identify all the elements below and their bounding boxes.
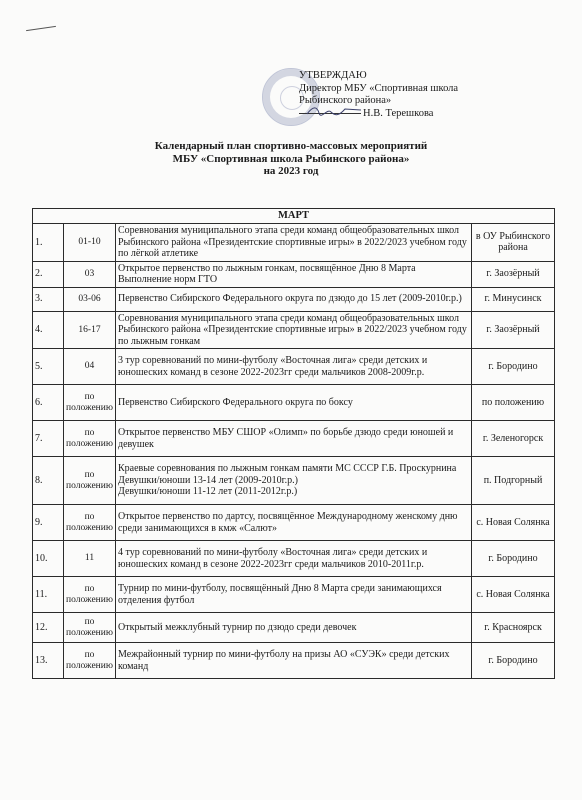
cell-num: 2.	[33, 261, 64, 287]
cell-date: 03	[64, 261, 116, 287]
cell-num: 7.	[33, 421, 64, 457]
cell-date: по положению	[64, 457, 116, 505]
cell-event: Открытое первенство МБУ СШОР «Олимп» по борьбе дзюдо среди юношей и девушек	[116, 421, 472, 457]
table-row	[33, 261, 555, 287]
cell-place: г. Заозёрный	[472, 261, 555, 287]
cell-num: 4.	[33, 311, 64, 349]
cell-date: по положению	[64, 577, 116, 613]
cell-event: 3 тур соревнований по мини-футболу «Восточная лига» среди детских и юношеских команд в сезоне 2022-2023гг среди мальчиков 2008-2009г.р.	[116, 349, 472, 385]
cell-num: 5.	[33, 349, 64, 385]
cell-event: Соревнования муниципального этапа среди команд общеобразовательных школ Рыбинского района «Президентские спортивные игры» в 2022/2023 учебном году по лёгкой атлетике	[116, 224, 472, 262]
cell-num: 3.	[33, 287, 64, 311]
approval-heading: УТВЕРЖДАЮ	[299, 70, 367, 81]
cell-place: г. Красноярск	[472, 613, 555, 643]
cell-event: Первенство Сибирского Федерального округа по боксу	[116, 385, 472, 421]
cell-place: г. Минусинск	[472, 287, 555, 311]
cell-place: г. Зеленогорск	[472, 421, 555, 457]
title-line1: Календарный план спортивно-массовых мероприятий	[154, 140, 428, 152]
cell-place: г. Бородино	[472, 541, 555, 577]
table-row	[33, 224, 555, 262]
title-line3: на 2023 год	[263, 165, 319, 177]
handwritten-signature-icon	[305, 104, 363, 118]
cell-event: Открытое первенство по лыжным гонкам, посвящённое Дню 8 Марта Выполнение норм ГТО	[116, 261, 472, 287]
cell-event: Открытое первенство по дартсу, посвящённое Международному женскому дню среди занимающихся в кмж «Салют»	[116, 505, 472, 541]
table-row	[33, 577, 555, 613]
cell-event: Краевые соревнования по лыжным гонкам памяти МС СССР Г.Б. Проскурнина Девушки/юноши 13-14 лет (2009-2010г.р.) Девушки/юноши 11-12 лет (2011-2012г.р.)	[116, 457, 472, 505]
cell-date: 16-17	[64, 311, 116, 349]
corner-pen-mark	[26, 26, 56, 31]
cell-date: 01-10	[64, 224, 116, 262]
cell-num: 10.	[33, 541, 64, 577]
table-month-header-row	[33, 209, 555, 224]
cell-num: 9.	[33, 505, 64, 541]
approval-signer: Н.В. Терешкова	[363, 107, 434, 119]
events-table	[32, 208, 555, 679]
approval-position-line2: Рыбинского района»	[299, 95, 392, 106]
cell-num: 12.	[33, 613, 64, 643]
cell-date: по положению	[64, 505, 116, 541]
table-body	[33, 224, 555, 679]
cell-num: 1.	[33, 224, 64, 262]
cell-place: г. Бородино	[472, 643, 555, 679]
approval-position-line1: Директор МБУ «Спортивная школа	[299, 82, 459, 94]
cell-date: 11	[64, 541, 116, 577]
cell-date: по положению	[64, 421, 116, 457]
cell-date: 03-06	[64, 287, 116, 311]
table-row	[33, 349, 555, 385]
cell-num: 13.	[33, 643, 64, 679]
cell-place: в ОУ Рыбинского района	[472, 224, 555, 262]
cell-num: 11.	[33, 577, 64, 613]
cell-place: г. Заозёрный	[472, 311, 555, 349]
cell-date: по положению	[64, 613, 116, 643]
cell-event: Открытый межклубный турнир по дзюдо среди девочек	[116, 613, 472, 643]
table-row	[33, 287, 555, 311]
cell-place: п. Подгорный	[472, 457, 555, 505]
table-row	[33, 541, 555, 577]
cell-date: 04	[64, 349, 116, 385]
cell-event: Первенство Сибирского Федерального округа по дзюдо до 15 лет (2009-2010г.р.)	[116, 287, 472, 311]
cell-date: по положению	[64, 643, 116, 679]
month-header: МАРТ	[33, 209, 555, 224]
table-row	[33, 505, 555, 541]
cell-event: Турнир по мини-футболу, посвящённый Дню 8 Марта среди занимающихся отделения футбол	[116, 577, 472, 613]
cell-place: г. Бородино	[472, 349, 555, 385]
title-line2: МБУ «Спортивная школа Рыбинского района»	[172, 152, 410, 165]
table-row	[33, 421, 555, 457]
cell-place: с. Новая Солянка	[472, 505, 555, 541]
cell-place: с. Новая Солянка	[472, 577, 555, 613]
table-row	[33, 613, 555, 643]
table-row	[33, 311, 555, 349]
cell-place: по положению	[472, 385, 555, 421]
cell-num: 6.	[33, 385, 64, 421]
cell-event: Соревнования муниципального этапа среди команд общеобразовательных школ Рыбинского района «Президентские спортивные игры» в 2022/2023 учебном году по лыжным гонкам	[116, 311, 472, 349]
cell-date: по положению	[64, 385, 116, 421]
table-row	[33, 457, 555, 505]
document-title	[0, 140, 582, 178]
cell-event: Межрайонный турнир по мини-футболу на призы АО «СУЭК» среди детских команд	[116, 643, 472, 679]
cell-event: 4 тур соревнований по мини-футболу «Восточная лига» среди детских и юношеских команд в сезоне 2022-2023гг среди мальчиков 2010-2011г.р.	[116, 541, 472, 577]
cell-num: 8.	[33, 457, 64, 505]
table-row	[33, 385, 555, 421]
table-row	[33, 643, 555, 679]
